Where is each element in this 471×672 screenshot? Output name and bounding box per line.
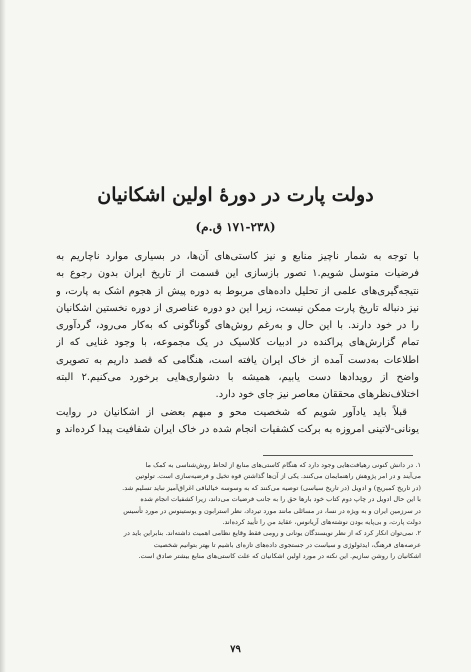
- body-line: تمام گزارش‌های پراکنده در ادبیات کلاسیک در یک مجموعه، با وجود غنایی که از: [56, 337, 419, 349]
- body-line: را در خود دارند. با این حال و به‌رغم روش‌های گوناگونی که به‌کار می‌رود، گردآوری: [56, 320, 419, 332]
- body-line: نتیجه‌گیری‌های علمی از تحلیل داده‌های مربوط به دوره پیش از هجوم اشک به پارت، و: [56, 285, 419, 297]
- footnotes: [52, 460, 421, 563]
- body-line: اختلاف‌نظرهای محققان معاصر نیز جای خود دارد.: [215, 389, 419, 401]
- footnote-line: ۲. نمی‌توان انکار کرد که از نظر نویسندگان یونانی و رومی فقط وقایع نظامی اهمیت داشته‌اند. بنابراین باید در: [123, 529, 421, 538]
- body-line: نیز دنباله تاریخ پارت ممکن نیست، زیرا این دو دوره عناصری از دوره نخستین اشکانیان: [56, 302, 419, 314]
- footnote-line: ۱. در دانش کنونی رهیافت‌هایی وجود دارد که هنگام کاستی‌های منابع از لحاظ روش‌شناسی به کمک ما: [145, 461, 421, 469]
- footnote-line: دولت پارت، و بی‌پایه بودن نوشته‌های آریانوس، عقاید من را تأیید کرده‌اند.: [222, 517, 421, 526]
- body-line: قبلاً باید یادآور شویم که شخصیت محو و مبهم بعضی از اشکانیان در روایت: [56, 406, 407, 418]
- footnote-line: اشکانیان را روشن سازیم. این نکته در مورد اولین اشکانیان که علت کاستی‌های منابع بیشتر صادق است.: [138, 552, 421, 561]
- footnote-line: عرصه‌های فرهنگ، ایدئولوژی و سیاست در جستجوی داده‌های تازه‌ای باشیم تا بهتر بتوانیم شخصیت: [153, 540, 421, 549]
- footnote-line: با این حال ادویل در چاپ دوم کتاب خود بارها حق را به جانب فرضیات می‌داند، زیرا کشفیات انجام شده: [140, 495, 421, 504]
- footnote-line: می‌آیند و در امر پژوهش راهنمایمان می‌کنند. یکی از آن‌ها گذاشتن قوه تخیل و فرضیه‌سازی است. تولوتین: [135, 472, 421, 481]
- chapter-date-range: (۱۷۱-۲۳۸ ق.م): [195, 220, 276, 234]
- body-line: واضح از رویدادها دست یابیم، همیشه با دشواری‌هایی برخورد می‌کنیم.۲ البته: [56, 372, 419, 384]
- chapter-title: دولت پارت در دورهٔ اولین اشکانیان: [97, 184, 374, 206]
- page-number: ۷۹: [230, 644, 241, 655]
- body-line: یونانی-لاتینی امروزه به برکت کشفیات انجام شده در خاک ایران شفافیت پیدا کرده‌اند و: [56, 423, 419, 435]
- footnote-line: (در تاریخ کمبریج) و ادویل (در تاریخ سیاسی) توصیه می‌کنند که به وسوسه خیالبافی اغراق‌آمیز نباید تسلیم شد.: [122, 483, 421, 492]
- body-text: [56, 248, 419, 438]
- footnote-separator: [263, 455, 413, 456]
- body-line: فرضیات متوسل شویم.۱ تصور بازسازی این قسمت از تاریخ ایران بدون رجوع به: [56, 268, 419, 280]
- body-line: اطلاعات به‌دست آمده از خاک ایران یافته است، هنگامی که قصد داریم به تصویری: [56, 354, 419, 366]
- page-gutter-shadow: [0, 0, 6, 672]
- body-line: با توجه به شمار ناچیز منابع و نیز کاستی‌های آن‌ها، در بسیاری موارد ناچاریم به: [56, 251, 419, 262]
- footnote-line: در سرزمین ایران و به ویژه در نسا، در مسائلی مانند مورد تیرداد، نظر استرابون و یوستینوس در مورد تأسیس: [123, 506, 421, 515]
